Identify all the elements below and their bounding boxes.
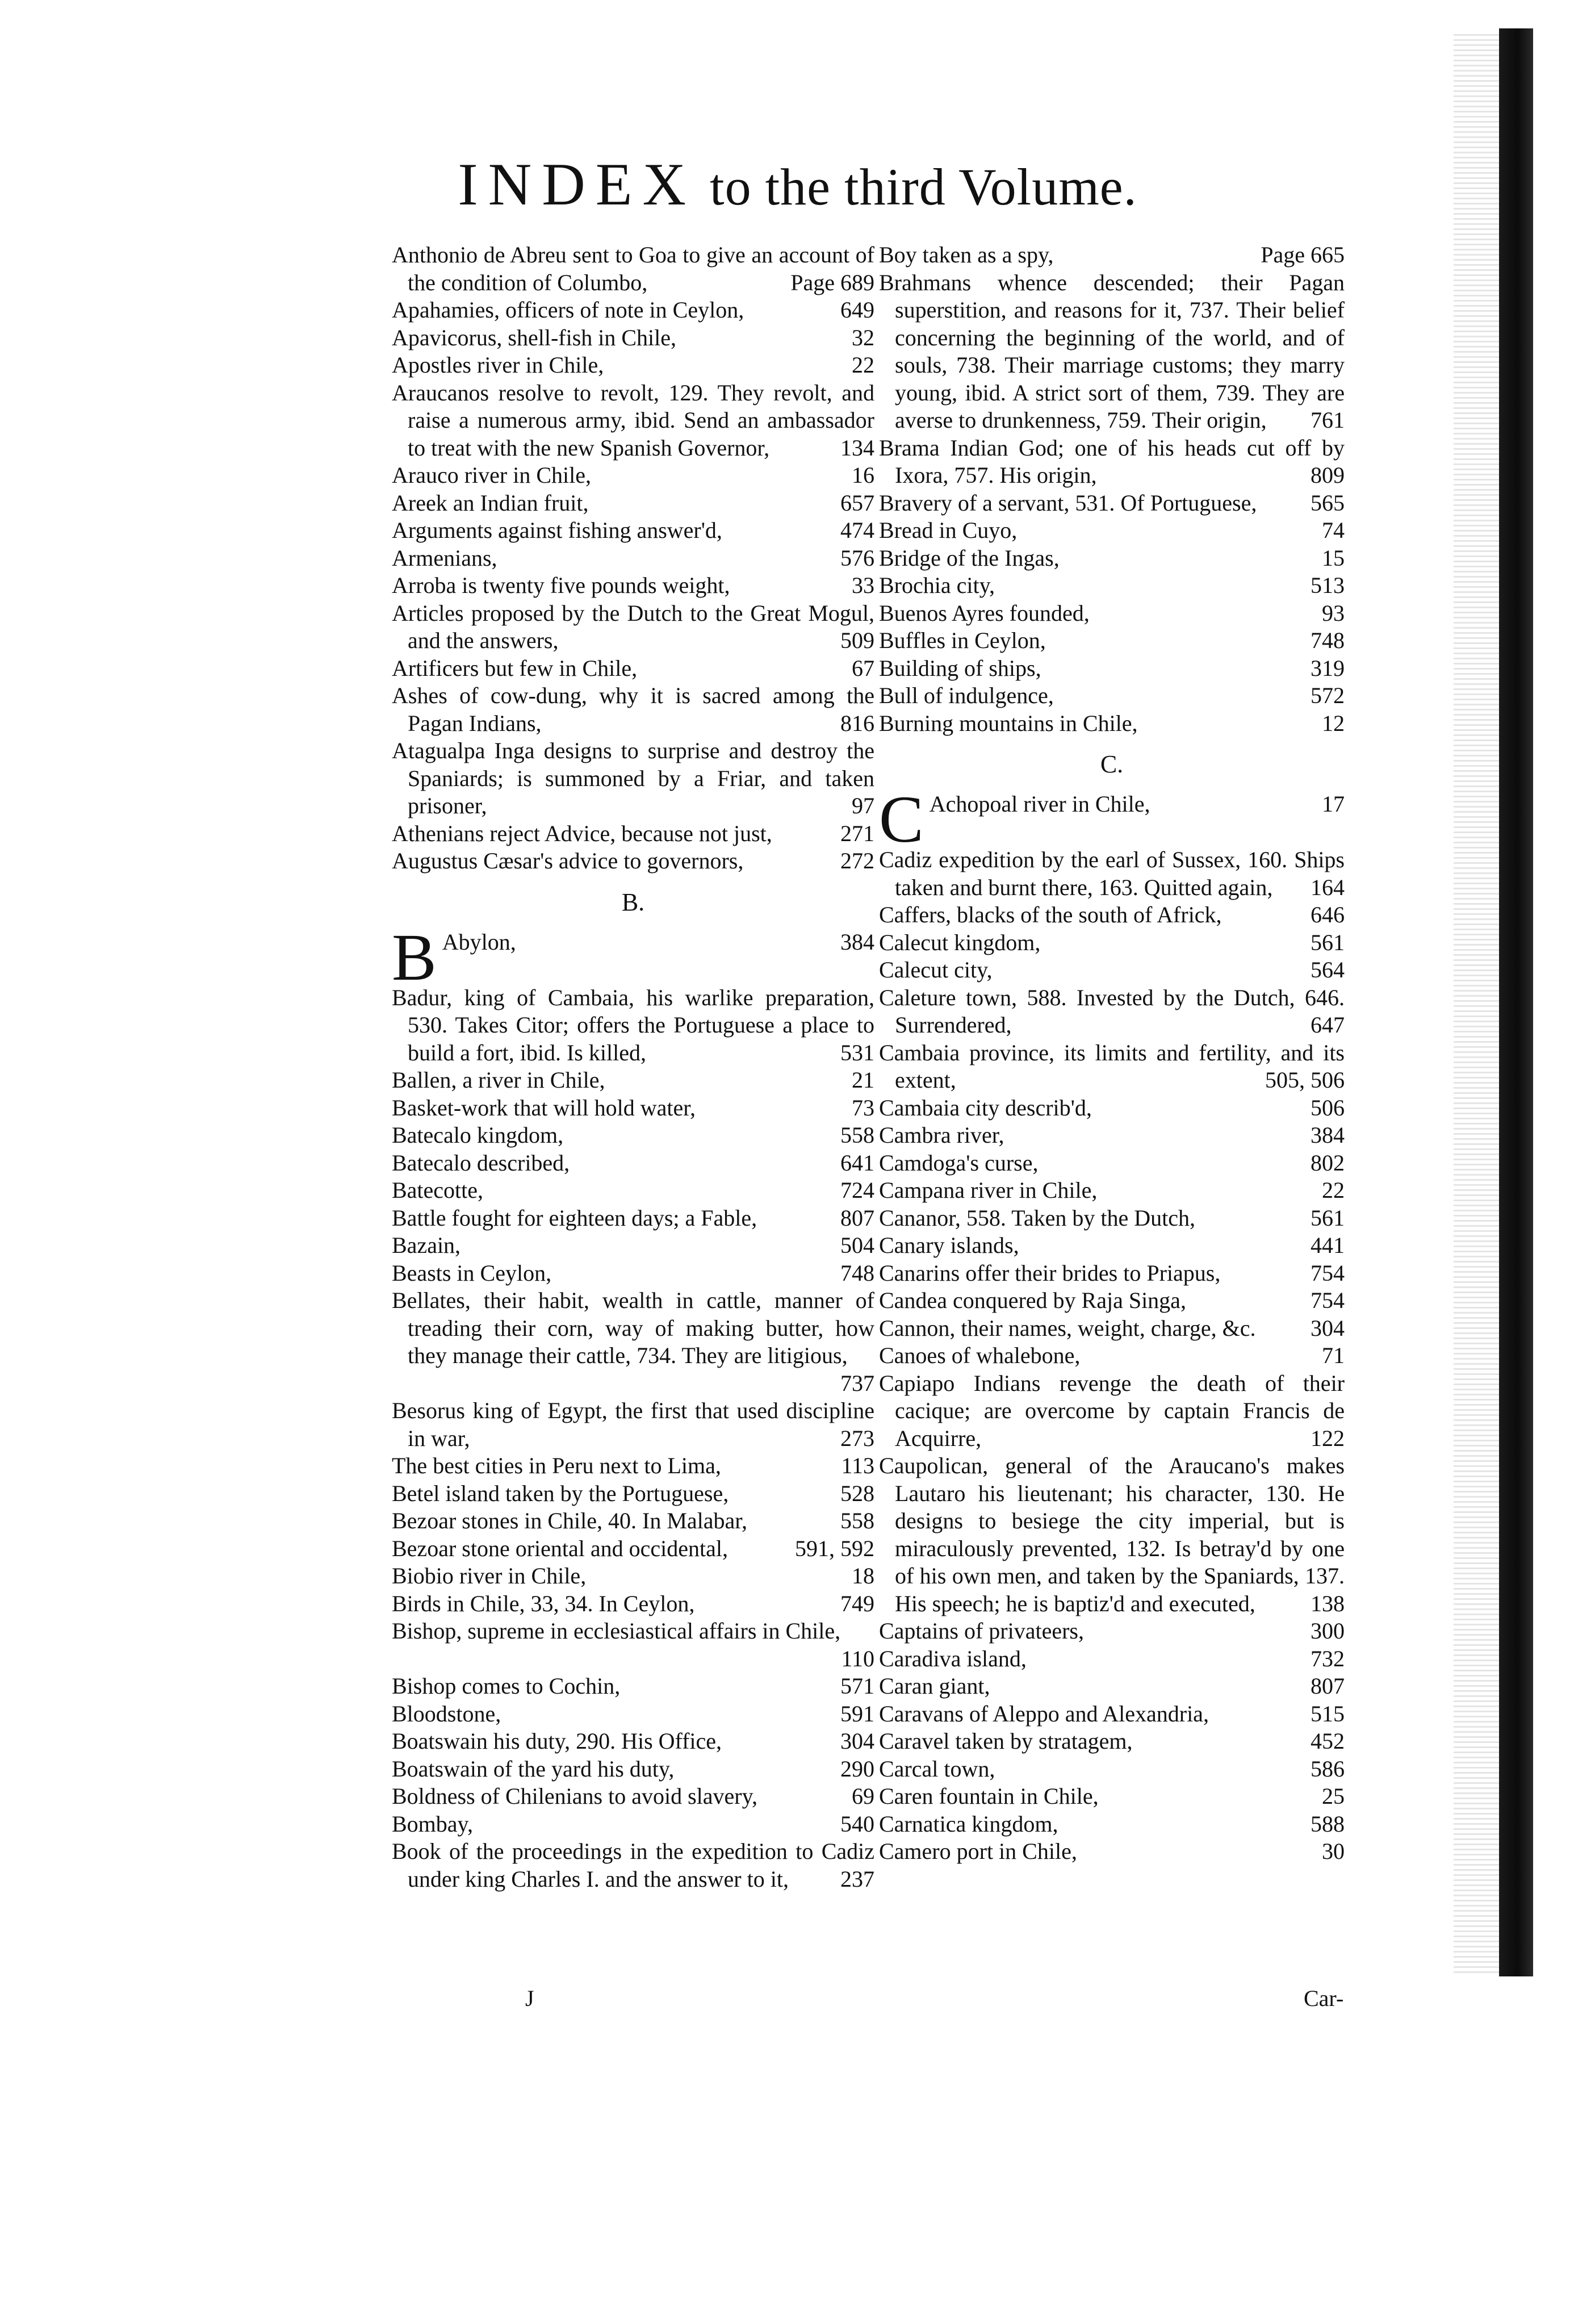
page-number: 571 (840, 1673, 874, 1699)
entry-text: Caleture town, 588. Invested by the Dutch, 646. Surrendered, (879, 984, 1345, 1038)
page-number: 576 (840, 545, 874, 571)
page-number: 97 (852, 793, 874, 818)
page-number: 30 (1322, 1838, 1345, 1864)
entry-text: Biobio river in Chile, (392, 1563, 587, 1589)
entry-text: Basket-work that will hold water, (392, 1094, 696, 1121)
page-number: 540 (840, 1811, 874, 1837)
index-entry (392, 545, 874, 572)
index-entry (879, 1838, 1345, 1866)
entry-text: Batecotte, (392, 1177, 484, 1203)
page-number: 22 (1322, 1177, 1345, 1203)
index-entry (392, 462, 874, 490)
page-number: 561 (1311, 929, 1345, 955)
entry-text: Camero port in Chile, (879, 1838, 1077, 1864)
index-entry (879, 1700, 1345, 1728)
index-entry (392, 1590, 874, 1618)
entry-text: Brochia city, (879, 572, 995, 598)
index-entry (879, 1617, 1345, 1645)
index-entry (879, 1039, 1345, 1094)
index-entry (879, 846, 1345, 901)
page-number: 32 (852, 324, 874, 350)
entry-text: Cannon, their names, weight, charge, &c. (879, 1315, 1256, 1341)
page-number: 237 (840, 1866, 874, 1892)
index-entry (879, 1452, 1345, 1617)
entry-text: Bazain, (392, 1232, 461, 1258)
index-entry (392, 1507, 874, 1535)
page-number: 384 (1311, 1122, 1345, 1148)
index-entry (392, 655, 874, 683)
page-number: 122 (1311, 1425, 1345, 1451)
index-entry (392, 572, 874, 600)
page-number: 272 (840, 848, 874, 873)
page-number: 657 (840, 490, 874, 516)
page-number: 110 (841, 1645, 874, 1671)
page-number: 300 (1311, 1618, 1345, 1644)
entry-text: Boldness of Chilenians to avoid slavery, (392, 1783, 757, 1809)
page-number: 748 (840, 1260, 874, 1286)
index-entry (392, 1700, 874, 1728)
index-entry (392, 296, 874, 324)
entry-text: Burning mountains in Chile, (879, 710, 1138, 736)
section-letter: B. (621, 888, 645, 916)
entry-text: Armenians, (392, 545, 497, 571)
entry-text: Calecut city, (879, 957, 993, 983)
index-entry (392, 379, 874, 462)
entry-text: Buenos Ayres founded, (879, 600, 1090, 626)
page-number: 749 (840, 1590, 874, 1616)
page-number: 71 (1322, 1343, 1345, 1368)
index-entry (879, 1755, 1345, 1783)
page-number: 513 (1311, 572, 1345, 598)
entry-text: Bull of indulgence, (879, 683, 1054, 708)
entry-text: Capiapo Indians revenge the death of their cacique; are overcome by captain Francis de Acquirre, (879, 1370, 1345, 1451)
page-number: 138 (1311, 1590, 1345, 1616)
entry-text: Augustus Cæsar's advice to governors, (392, 848, 744, 873)
index-entry (392, 1755, 874, 1783)
page-number: 504 (840, 1232, 874, 1258)
index-entry (879, 1260, 1345, 1288)
page-number: 15 (1322, 545, 1345, 571)
entry-text: Cambaia province, its limits and fertility, and its extent, (879, 1039, 1345, 1093)
entry-text: Atagualpa Inga designs to surprise and destroy the Spaniards; is summoned by a Friar, and taken prisoner, (392, 738, 874, 818)
index-entry (392, 352, 874, 379)
page-number: 505, 506 (1265, 1067, 1345, 1093)
page-number: 73 (852, 1094, 874, 1121)
entry-text: Birds in Chile, 33, 34. In Ceylon, (392, 1590, 695, 1616)
entry-text: Campana river in Chile, (879, 1177, 1098, 1203)
entry-text: Areek an Indian fruit, (392, 490, 589, 516)
drop-cap: B (392, 919, 437, 994)
index-entry (879, 1673, 1345, 1700)
index-entry (392, 1728, 874, 1755)
entry-text: Abylon, (442, 929, 516, 955)
page-number: 16 (852, 462, 874, 488)
page-number: 558 (840, 1508, 874, 1533)
entry-text: Ashes of cow-dung, why it is sacred among the Pagan Indians, (392, 683, 874, 736)
entry-text: Articles proposed by the Dutch to the Great Mogul, and the answers, (392, 600, 874, 653)
entry-text: Brama Indian God; one of his heads cut off by Ixora, 757. His origin, (879, 434, 1345, 488)
catchword: Car- (1304, 1986, 1344, 2011)
entry-text: Bloodstone, (392, 1700, 501, 1727)
page-number: 164 (1311, 874, 1345, 900)
page-number: 18 (852, 1563, 874, 1589)
entry-text: Bishop, supreme in ecclesiastical affairs in Chile, (392, 1618, 841, 1644)
entry-text: Captains of privateers, (879, 1618, 1084, 1644)
index-entry (392, 1205, 874, 1232)
entry-text: Besorus king of Egypt, the first that used discipline in war, (392, 1398, 874, 1451)
index-entry (879, 627, 1345, 655)
entry-text: Apostles river in Chile, (392, 352, 604, 378)
page-number: 17 (1322, 791, 1345, 817)
index-entry (879, 269, 1345, 434)
page-number: 304 (1311, 1315, 1345, 1341)
index-entry (879, 1728, 1345, 1755)
entry-text: Calecut kingdom, (879, 929, 1041, 955)
index-entry (879, 1177, 1345, 1205)
entry-text: Brahmans whence descended; their Pagan superstition, and reasons for it, 737. Their belief concerning the beginning of the world, and of souls, 738. Their marriage customs; they marry young, ibid. A strict sort of them, 739. They are averse to drunkenness, 759. Their origin, (879, 269, 1345, 433)
index-entry (392, 1094, 874, 1122)
entry-text: Bread in Cuyo, (879, 517, 1018, 543)
entry-text: Batecalo described, (392, 1150, 570, 1176)
index-entry (879, 1287, 1345, 1315)
title-index: INDEX (458, 151, 697, 218)
page-number: 113 (841, 1453, 874, 1478)
entry-text: Apavicorus, shell-fish in Chile, (392, 324, 677, 350)
entry-text: Apahamies, officers of note in Ceylon, (392, 297, 744, 323)
index-entry (879, 901, 1345, 929)
drop-cap: C (879, 782, 924, 856)
index-entry (879, 517, 1345, 545)
index-entry (879, 1122, 1345, 1150)
index-entry (392, 847, 874, 875)
index-entry (392, 1783, 874, 1811)
page-number: 531 (840, 1039, 874, 1065)
page-number: Page 689 (790, 269, 874, 295)
index-entry (392, 517, 874, 545)
page-number: 93 (1322, 600, 1345, 626)
index-entry (392, 1480, 874, 1508)
entry-text: Caupolican, general of the Araucano's makes Lautaro his lieutenant; his character, 130. He designs to besiege the city imperial, but is miraculously prevented, 132. Is betray'd by one of his own men, and taken by the Spaniards, 137. His speech; he is baptiz'd and executed, (879, 1453, 1345, 1616)
index-entry (392, 919, 874, 994)
entry-text: Carcal town, (879, 1755, 995, 1782)
page-number: 641 (840, 1150, 874, 1176)
index-entry (392, 1397, 874, 1452)
index-entry (879, 1205, 1345, 1232)
entry-text: Betel island taken by the Portuguese, (392, 1480, 729, 1506)
index-entry (392, 682, 874, 737)
page-number: 646 (1311, 902, 1345, 927)
index-entry (879, 1342, 1345, 1370)
entry-text: Bridge of the Ingas, (879, 545, 1060, 571)
entry-text: Bravery of a servant, 531. Of Portuguese, (879, 490, 1257, 516)
index-entry (879, 545, 1345, 572)
title-rest: to the third Volume. (710, 158, 1137, 216)
entry-text: Battle fought for eighteen days; a Fable, (392, 1205, 757, 1231)
page-number: 304 (840, 1728, 874, 1754)
page-number: 273 (840, 1425, 874, 1451)
index-entry (879, 710, 1345, 738)
entry-text: Achopoal river in Chile, (929, 791, 1150, 817)
page-number: 319 (1311, 655, 1345, 681)
page-number: Page 665 (1261, 242, 1345, 267)
page-title (0, 153, 1595, 218)
page-binding (1499, 28, 1533, 1976)
page-number: 558 (840, 1122, 874, 1148)
index-entry (392, 1122, 874, 1150)
index-entry (392, 1287, 874, 1397)
page-number: 509 (840, 628, 874, 653)
page-number: 761 (1311, 407, 1345, 433)
index-entry (879, 434, 1345, 490)
entry-text: Candea conquered by Raja Singa, (879, 1288, 1186, 1313)
index-entry (879, 600, 1345, 628)
index-entry (392, 600, 874, 655)
entry-text: Badur, king of Cambaia, his warlike preparation, 530. Takes Citor; offers the Portuguese a place to build a fort, ibid. Is killed, (392, 984, 874, 1065)
index-entry (392, 1260, 874, 1288)
page-number: 565 (1311, 490, 1345, 516)
entry-text: Caravans of Aleppo and Alexandria, (879, 1700, 1209, 1727)
entry-text: Canoes of whalebone, (879, 1343, 1081, 1368)
page-number: 22 (852, 352, 874, 378)
page-number: 802 (1311, 1150, 1345, 1176)
index-entry (392, 1232, 874, 1260)
entry-text: Cananor, 558. Taken by the Dutch, (879, 1205, 1195, 1231)
entry-text: Caravel taken by stratagem, (879, 1728, 1133, 1754)
page-number: 74 (1322, 517, 1345, 543)
page-number: 384 (840, 929, 874, 955)
page-number: 452 (1311, 1728, 1345, 1754)
page-number: 754 (1311, 1288, 1345, 1313)
entry-text: Canary islands, (879, 1232, 1019, 1258)
entry-text: Araucanos resolve to revolt, 129. They revolt, and raise a numerous army, ibid. Send an ambassador to treat with the new Spanish Governor, (392, 379, 874, 461)
index-entry (879, 956, 1345, 984)
entry-text: Book of the proceedings in the expedition to Cadiz under king Charles I. and the answer to it, (392, 1838, 874, 1892)
index-entry (879, 929, 1345, 957)
index-entry (879, 782, 1345, 856)
entry-text: Arroba is twenty five pounds weight, (392, 572, 730, 598)
page-number: 754 (1311, 1260, 1345, 1286)
entry-text: Artificers but few in Chile, (392, 655, 638, 681)
page-number: 564 (1311, 957, 1345, 983)
entry-text: Batecalo kingdom, (392, 1122, 564, 1148)
index-entry (879, 682, 1345, 710)
page-number: 647 (1311, 1012, 1345, 1038)
index-entry (392, 820, 874, 848)
index-column-right (879, 241, 1345, 1866)
entry-text: Cambaia city describ'd, (879, 1094, 1092, 1121)
entry-text: Canarins offer their brides to Priapus, (879, 1260, 1221, 1286)
index-entry (392, 1150, 874, 1177)
page-number: 67 (852, 655, 874, 681)
entry-text: Buffles in Ceylon, (879, 628, 1046, 653)
index-entry (392, 737, 874, 820)
page-number: 816 (840, 710, 874, 736)
entry-text: Bezoar stone oriental and occidental, (392, 1535, 728, 1561)
page-number: 21 (852, 1067, 874, 1093)
page-number: 441 (1311, 1232, 1345, 1258)
page-number: 561 (1311, 1205, 1345, 1231)
entry-text: Boatswain his duty, 290. His Office, (392, 1728, 722, 1754)
index-entry (879, 1232, 1345, 1260)
page-number: 732 (1311, 1645, 1345, 1671)
entry-text: Boatswain of the yard his duty, (392, 1755, 675, 1782)
page-number: 586 (1311, 1755, 1345, 1782)
page-number: 69 (852, 1783, 874, 1809)
entry-text: Cambra river, (879, 1122, 1004, 1148)
page-number: 807 (840, 1205, 874, 1231)
entry-text: Caffers, blacks of the south of Africk, (879, 902, 1222, 927)
index-entry (392, 1838, 874, 1893)
entry-text: Bellates, their habit, wealth in cattle, manner of treading their corn, way of making butter, how they manage their cattle, 734. They are litigious, (392, 1288, 874, 1368)
page-number: 807 (1311, 1673, 1345, 1699)
index-entry (879, 1811, 1345, 1838)
page-number: 515 (1311, 1700, 1345, 1727)
page-number: 588 (1311, 1811, 1345, 1837)
entry-text: Bishop comes to Cochin, (392, 1673, 621, 1699)
page-number: 33 (852, 572, 874, 598)
index-entry (879, 490, 1345, 517)
index-entry (392, 241, 874, 296)
index-entry (392, 1177, 874, 1205)
page-number: 572 (1311, 683, 1345, 708)
page-number: 528 (840, 1480, 874, 1506)
index-entry (392, 490, 874, 517)
page-number: 748 (1311, 628, 1345, 653)
page-number: 737 (840, 1370, 874, 1396)
index-entry (879, 984, 1345, 1039)
page-number: 134 (840, 434, 874, 461)
index-column-left (392, 241, 874, 1893)
entry-text: Bezoar stones in Chile, 40. In Malabar, (392, 1508, 748, 1533)
entry-text: Cadiz expedition by the earl of Sussex, 160. Ships taken and burnt there, 163. Quitted again, (879, 847, 1345, 900)
entry-text: Building of ships, (879, 655, 1041, 681)
entry-text: Ballen, a river in Chile, (392, 1067, 605, 1093)
page-number: 271 (840, 820, 874, 846)
index-entry (392, 324, 874, 352)
section-letter: C. (1100, 750, 1124, 778)
entry-text: Anthonio de Abreu sent to Goa to give an account of the condition of Columbo, (392, 242, 874, 295)
page-number: 809 (1311, 462, 1345, 488)
signature-mark: J (525, 1986, 534, 2011)
index-entry (879, 1150, 1345, 1177)
entry-text: The best cities in Peru next to Lima, (392, 1453, 721, 1478)
page-number: 724 (840, 1177, 874, 1203)
index-entry (392, 1811, 874, 1838)
index-entry (879, 1094, 1345, 1122)
entry-text: Camdoga's curse, (879, 1150, 1039, 1176)
index-entry (392, 1617, 874, 1673)
index-entry (879, 241, 1345, 269)
index-entry (879, 1783, 1345, 1811)
entry-text: Caren fountain in Chile, (879, 1783, 1099, 1809)
entry-text: Caran giant, (879, 1673, 990, 1699)
entry-text: Athenians reject Advice, because not just, (392, 820, 772, 846)
entry-text: Caradiva island, (879, 1645, 1027, 1671)
index-entry (392, 1562, 874, 1590)
page-number: 506 (1311, 1094, 1345, 1121)
page-number: 474 (840, 517, 874, 543)
index-entry (392, 984, 874, 1067)
page-number: 649 (840, 297, 874, 323)
index-entry (879, 1370, 1345, 1453)
entry-text: Bombay, (392, 1811, 473, 1837)
entry-text: Beasts in Ceylon, (392, 1260, 552, 1286)
index-entry (879, 572, 1345, 600)
entry-text: Carnatica kingdom, (879, 1811, 1058, 1837)
entry-text: Arguments against fishing answer'd, (392, 517, 722, 543)
index-entry (879, 655, 1345, 683)
index-entry (879, 1315, 1345, 1343)
page-number: 25 (1322, 1783, 1345, 1809)
index-entry (392, 1535, 874, 1563)
page-number: 12 (1322, 710, 1345, 736)
index-entry (392, 1673, 874, 1700)
page-number: 591, 592 (795, 1535, 874, 1561)
entry-text: Boy taken as a spy, (879, 242, 1054, 267)
entry-text: Arauco river in Chile, (392, 462, 591, 488)
index-entry (392, 1452, 874, 1480)
index-entry (879, 1645, 1345, 1673)
page-number: 290 (840, 1755, 874, 1782)
binding-shadow (1454, 34, 1499, 1976)
page-number: 591 (840, 1700, 874, 1727)
index-entry (392, 1067, 874, 1094)
